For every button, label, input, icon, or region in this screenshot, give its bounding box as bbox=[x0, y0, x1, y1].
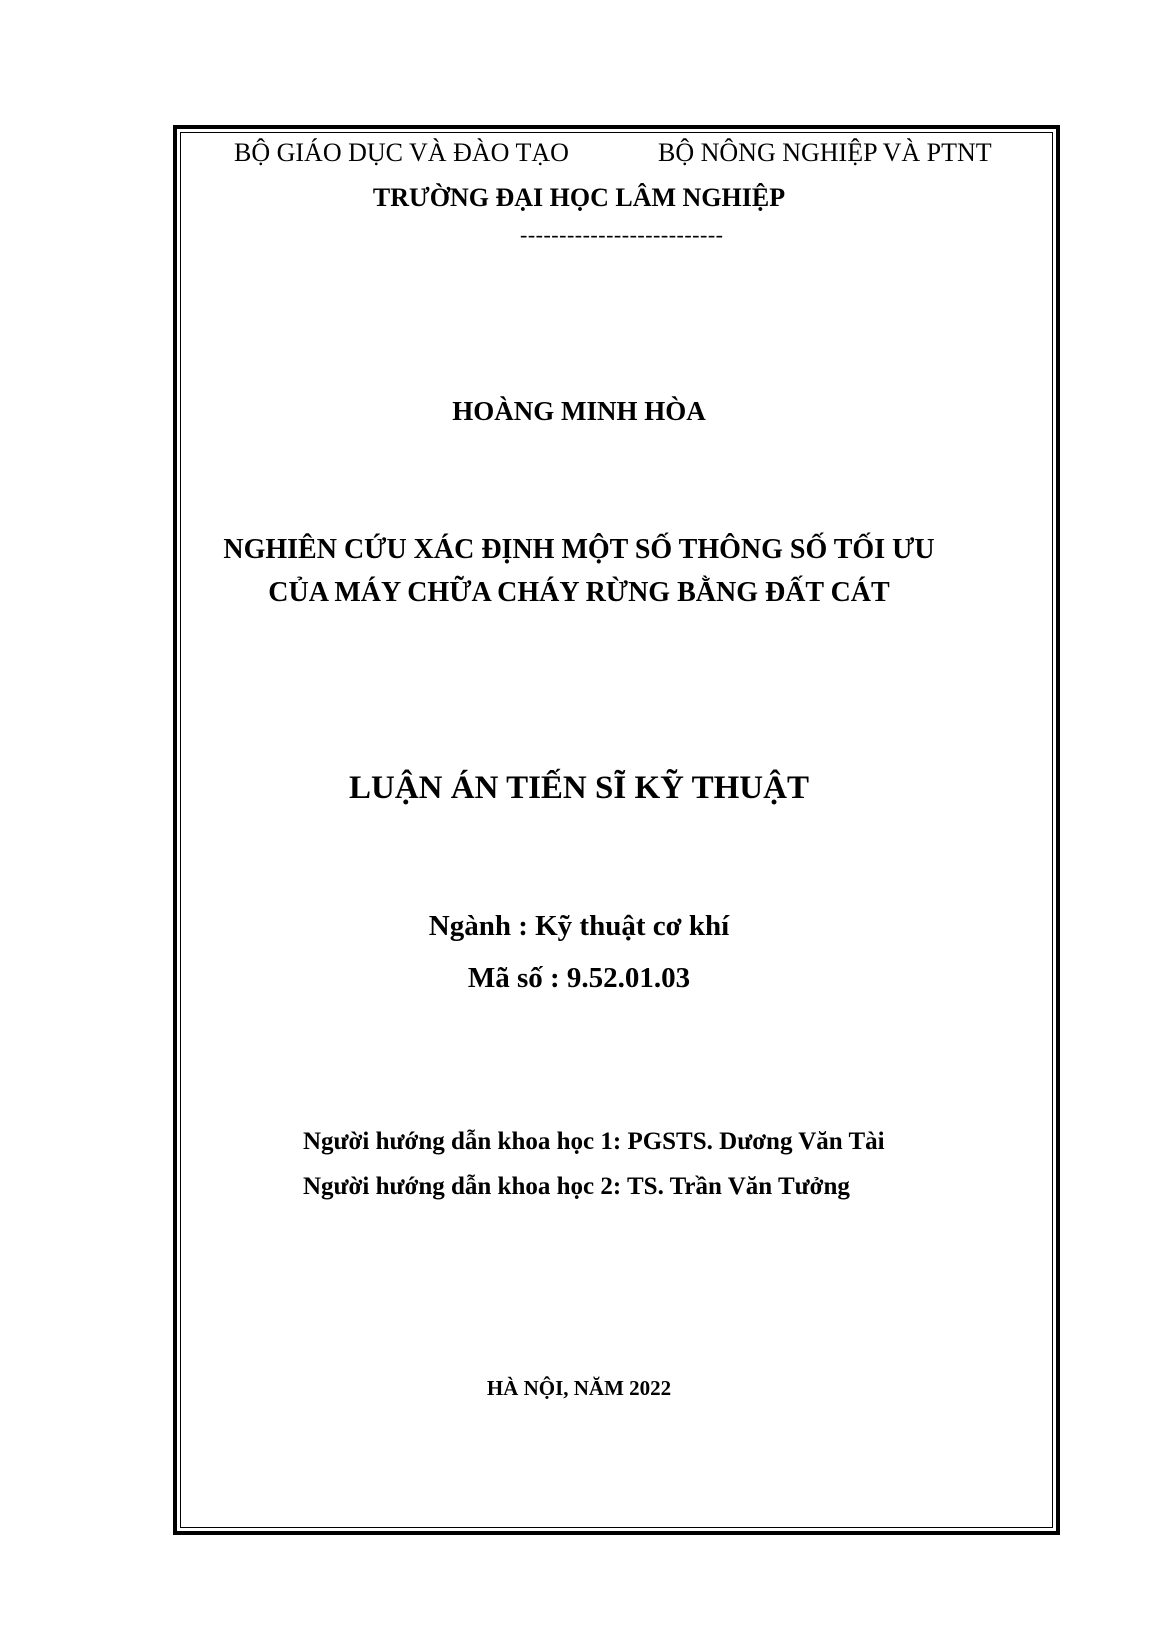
page-border-inner bbox=[180, 132, 1053, 1528]
author-name: HOÀNG MINH HÒA bbox=[452, 396, 706, 426]
major-field: Ngành : Kỹ thuật cơ khí bbox=[428, 910, 730, 942]
thesis-title-line-1: NGHIÊN CỨU XÁC ĐỊNH MỘT SỐ THÔNG SỐ TỐI ƯU bbox=[223, 534, 935, 565]
university-name: TRƯỜNG ĐẠI HỌC LÂM NGHIỆP bbox=[372, 183, 786, 212]
header-divider: -------------------------- bbox=[520, 222, 724, 247]
ministry-education: BỘ GIÁO DỤC VÀ ĐÀO TẠO bbox=[234, 138, 569, 167]
thesis-title-line-2: CỦA MÁY CHỮA CHÁY RỪNG BẰNG ĐẤT CÁT bbox=[268, 577, 890, 608]
place-year: HÀ NỘI, NĂM 2022 bbox=[486, 1376, 672, 1400]
advisor-2: Người hướng dẫn khoa học 2: TS. Trần Văn Tưởng bbox=[303, 1173, 850, 1200]
major-code: Mã số : 9.52.01.03 bbox=[467, 962, 691, 994]
degree-type: LUẬN ÁN TIẾN SĨ KỸ THUẬT bbox=[349, 770, 809, 806]
ministry-agriculture: BỘ NÔNG NGHIỆP VÀ PTNT bbox=[658, 138, 992, 167]
advisor-1: Người hướng dẫn khoa học 1: PGSTS. Dương Văn Tài bbox=[303, 1128, 885, 1155]
